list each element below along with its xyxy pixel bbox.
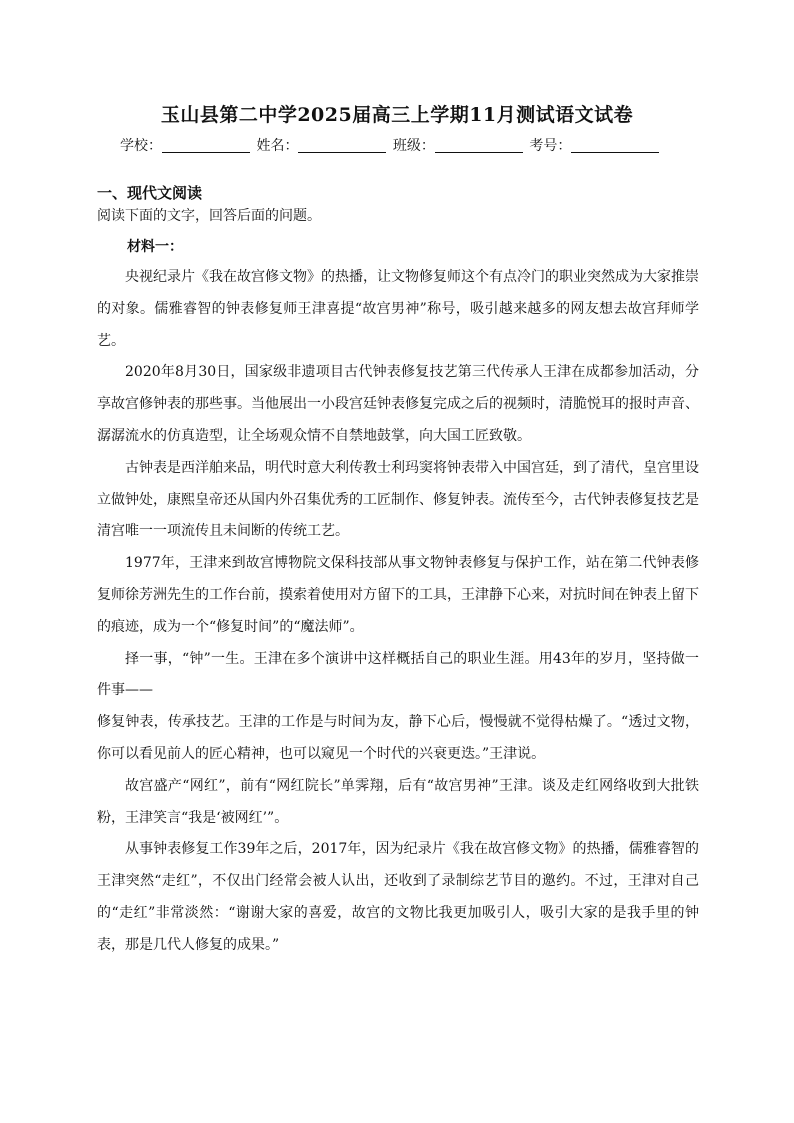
paragraph: 修复钟表，传承技艺。王津的工作是与时间为友，静下心后，慢慢就不觉得枯燥了。“透过文物，你可以看见前人的匠心精神，也可以窥见一个时代的兴衰更迭。”王津说。: [97, 714, 699, 762]
paragraph: 古钟表是西洋舶来品，明代时意大利传教士利玛窦将钟表带入中国宫廷，到了清代，皇宫里设立做钟处，康熙皇帝还从国内外召集优秀的工匠制作、修复钟表。流传至今，古代钟表修复技艺是清宫唯一一项流传且未间断的传统工艺。: [97, 459, 699, 540]
name-blank: [298, 138, 386, 153]
student-info-row: [120, 136, 720, 156]
number-blank: [571, 138, 659, 153]
number-label: 考号：: [529, 138, 572, 154]
paragraph: 故宫盛产“网红”，前有“网红院长”单霁翔，后有“故宫男神”王津。谈及走红网络收到大批铁粉，王津笑言“我是‘被网红’”。: [97, 777, 699, 826]
paragraph: 1977年，王津来到故宫博物院文保科技部从事文物钟表修复与保护工作，站在第二代钟表修复师徐芳洲先生的工作台前，摸索着使用对方留下的工具，王津静下心来，对抗时间在钟表上留下的痕迹，成为一个“修复时间”的“魔法师”。: [97, 555, 699, 635]
page-title: 玉山县第二中学2025届高三上学期11月测试语文试卷: [160, 104, 634, 126]
paragraph: 央视纪录片《我在故宫修文物》的热播，让文物修复师这个有点冷门的职业突然成为大家推崇的对象。儒雅睿智的钟表修复师王津喜提“故宫男神”称号，吸引越来越多的网友想去故宫拜师学艺。: [97, 269, 699, 349]
article-body: [97, 262, 699, 962]
section-heading: 一、现代文阅读: [97, 184, 203, 202]
material-label: 材料一：: [127, 239, 183, 255]
paragraph: 从事钟表修复工作39年之后，2017年，因为纪录片《我在故宫修文物》的热播，儒雅睿智的王津突然“走红”，不仅出门经常会被人认出，还收到了录制综艺节目的邀约。不过，王津对自己的“走红”非常淡然：“谢谢大家的喜爱，故宫的文物比我更加吸引人，吸引大家的是我手里的钟表，那是几代人修复的成果。”: [97, 841, 699, 953]
paragraph: 择一事，“钟”一生。王津在多个演讲中这样概括自己的职业生涯。用43年的岁月，坚持做一件事——: [97, 650, 699, 699]
class-blank: [435, 138, 523, 153]
name-label: 姓名：: [256, 138, 299, 154]
school-label: 学校：: [120, 138, 162, 154]
paragraph: 2020年8月30日，国家级非遗项目古代钟表修复技艺第三代传承人王津在成都参加活动，分享故宫修钟表的那些事。当他展出一小段宫廷钟表修复完成之后的视频时，清脆悦耳的报时声音、潺潺流水的仿真造型，让全场观众情不自禁地鼓掌，向大国工匠致敬。: [97, 364, 699, 444]
class-label: 班级：: [392, 138, 435, 154]
school-blank: [162, 138, 250, 153]
instruction-text: 阅读下面的文字，回答后面的问题。: [97, 208, 321, 224]
